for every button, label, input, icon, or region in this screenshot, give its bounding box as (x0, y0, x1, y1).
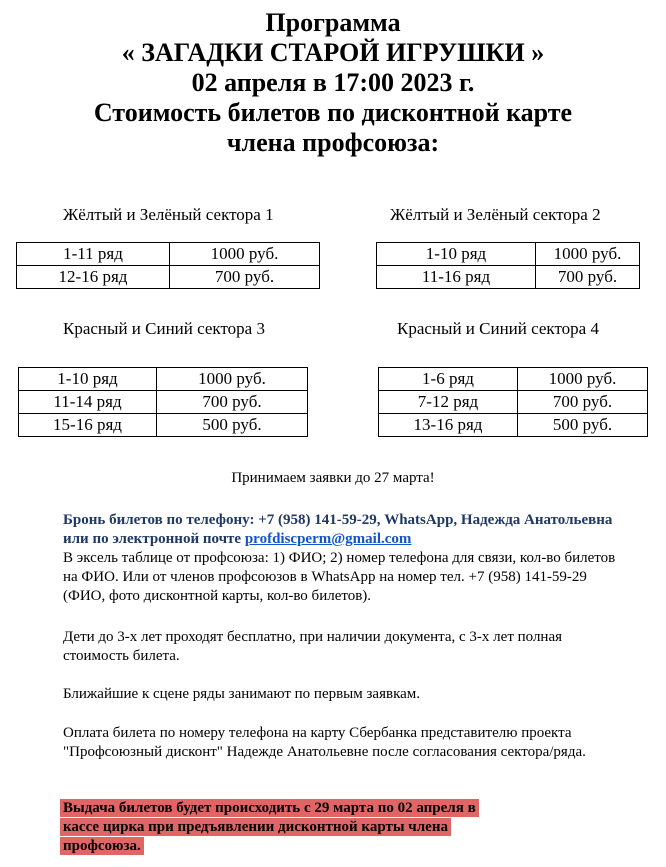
price-cell: 700 руб. (536, 266, 640, 289)
row-range-cell: 15-16 ряд (19, 414, 157, 437)
sector-3-caption: Красный и Синий сектора 3 (63, 319, 265, 338)
table-row (379, 368, 648, 391)
price-cell: 1000 руб. (518, 368, 648, 391)
table-row (19, 368, 308, 391)
issue-notice-line: кассе цирка при предъявлении дисконтной карты члена (60, 818, 451, 836)
sector-2-price-table (376, 242, 640, 289)
program-label: Программа (265, 8, 401, 37)
price-heading-continued: члена профсоюза: (226, 128, 440, 157)
row-range-cell: 1-10 ряд (377, 243, 536, 266)
sector-1-caption: Жёлтый и Зелёный сектора 1 (63, 205, 274, 224)
table-row (19, 414, 308, 437)
table-row (377, 243, 640, 266)
sector-3-price-table (18, 367, 308, 437)
row-range-cell: 11-16 ряд (377, 266, 536, 289)
issue-notice-line: Выдача билетов будет происходить с 29 марта по 02 апреля в (60, 799, 479, 817)
price-cell: 500 руб. (157, 414, 308, 437)
booking-email-link[interactable]: profdiscperm@gmail.com (244, 531, 412, 547)
price-cell: 700 руб. (170, 266, 320, 289)
nearest-rows-note: Ближайшие к сцене ряды занимают по первым заявкам. (63, 686, 421, 702)
row-range-cell: 1-11 ряд (17, 243, 170, 266)
table-row (17, 243, 320, 266)
booking-contacts: Бронь билетов по телефону: +7 (958) 141-59-29, WhatsApp, Надежда Анатольевна или по электронной почте (63, 512, 613, 547)
sector-4-caption: Красный и Синий сектора 4 (397, 319, 599, 338)
price-cell: 1000 руб. (170, 243, 320, 266)
booking-details: В эксель таблице от профсоюза: 1) ФИО; 2) номер телефона для связи, кол-во билетов на ФИО. Или от членов профсоюзов в WhatsApp на номер тел. +7 (958) 141-59-29 (ФИО, фото дисконтной карты, кол-во билетов). (63, 550, 616, 604)
payment-instructions: Оплата билета по номеру телефона на карту Сбербанка представителю проекта "Профсоюзный дисконт" Надежде Анатольевне после согласования сектора/ряда. (63, 725, 586, 760)
row-range-cell: 13-16 ряд (379, 414, 518, 437)
sector-1-price-table (16, 242, 320, 289)
table-row (377, 266, 640, 289)
row-range-cell: 7-12 ряд (379, 391, 518, 414)
show-title: « ЗАГАДКИ СТАРОЙ ИГРУШКИ » (121, 38, 545, 67)
price-cell: 1000 руб. (157, 368, 308, 391)
price-cell: 1000 руб. (536, 243, 640, 266)
sector-4-price-table (378, 367, 648, 437)
price-heading: Стоимость билетов по дисконтной карте (93, 98, 573, 127)
program-header (0, 8, 666, 158)
table-row (19, 391, 308, 414)
row-range-cell: 11-14 ряд (19, 391, 157, 414)
show-date: 02 апреля в 17:00 2023 г. (191, 68, 475, 97)
ticket-issue-notice (60, 799, 479, 856)
sector-2-caption: Жёлтый и Зелёный сектора 2 (390, 205, 601, 224)
table-row (379, 414, 648, 437)
booking-paragraph (63, 511, 623, 606)
row-range-cell: 1-10 ряд (19, 368, 157, 391)
children-policy: Дети до 3-х лет проходят бесплатно, при наличии документа, с 3-х лет полная стоимость билета. (63, 629, 563, 664)
application-deadline: Принимаем заявки до 27 марта! (231, 470, 435, 486)
table-row (379, 391, 648, 414)
price-cell: 700 руб. (518, 391, 648, 414)
row-range-cell: 1-6 ряд (379, 368, 518, 391)
issue-notice-line: профсоюза. (60, 837, 144, 855)
price-cell: 700 руб. (157, 391, 308, 414)
price-cell: 500 руб. (518, 414, 648, 437)
row-range-cell: 12-16 ряд (17, 266, 170, 289)
table-row (17, 266, 320, 289)
